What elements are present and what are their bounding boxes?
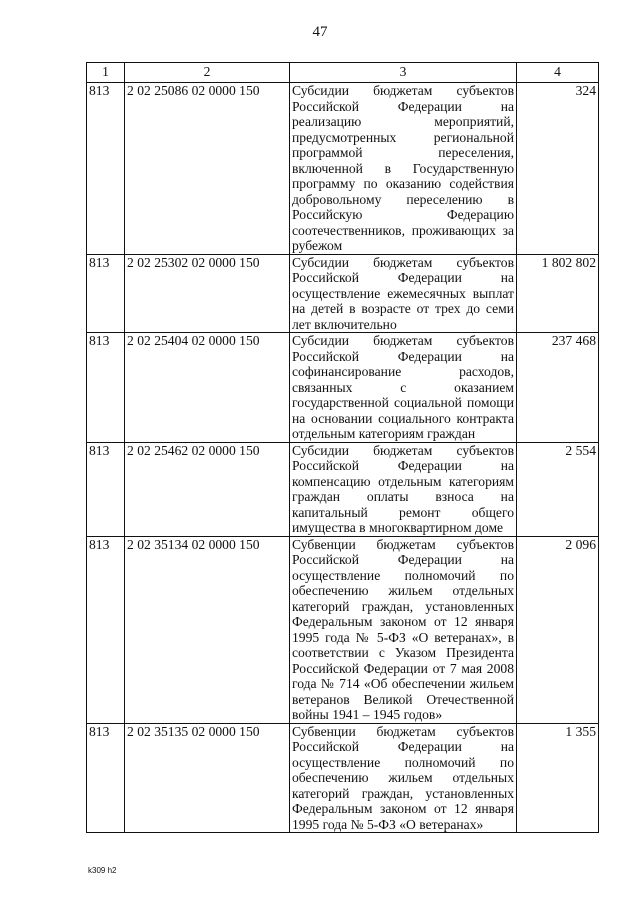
column-header-1: 1 bbox=[87, 63, 125, 83]
page-number: 47 bbox=[312, 24, 328, 40]
amount-cell: 2 096 bbox=[517, 536, 599, 723]
description-cell: Субсидии бюджетам субъектов Российской Федерации на осуществление ежемесячных выплат на детей в возрасте от трех до семи лет включительно bbox=[290, 254, 517, 333]
budget-code-cell: 2 02 25302 02 0000 150 bbox=[125, 254, 290, 333]
budget-code-cell: 2 02 25404 02 0000 150 bbox=[125, 333, 290, 443]
description-cell: Субсидии бюджетам субъектов Российской Федерации на реализацию мероприятий, предусмотренных региональной программой переселения, включенной в Государственную программу по оказанию содействия добровольному переселению в Российскую Федерацию соотечественников, проживающих за рубежом bbox=[290, 83, 517, 255]
budget-code-cell: 2 02 35135 02 0000 150 bbox=[125, 723, 290, 833]
table-row bbox=[87, 333, 599, 443]
amount-cell: 2 554 bbox=[517, 442, 599, 536]
table-row bbox=[87, 254, 599, 333]
amount-cell: 237 468 bbox=[517, 333, 599, 443]
org-code-cell: 813 bbox=[87, 83, 125, 255]
budget-code-cell: 2 02 35134 02 0000 150 bbox=[125, 536, 290, 723]
description-cell: Субсидии бюджетам субъектов Российской Федерации на компенсацию отдельным категориям граждан оплаты взноса на капитальный ремонт общего имущества в многоквартирном доме bbox=[290, 442, 517, 536]
description-cell: Субвенции бюджетам субъектов Российской Федерации на осуществление полномочий по обеспечению жильем отдельных категорий граждан, установленных Федеральным законом от 12 января 1995 года № 5-ФЗ «О ветеранах» bbox=[290, 723, 517, 833]
table-header-row bbox=[87, 63, 599, 83]
description-cell: Субвенции бюджетам субъектов Российской Федерации на осуществление полномочий по обеспечению жильем отдельных категорий граждан, установленных Федеральным законом от 12 января 1995 года № 5-ФЗ «О ветеранах», в соответствии с Указом Президента Российской Федерации от 7 мая 2008 года № 714 «Об обеспечении жильем ветеранов Великой Отечественной войны 1941 – 1945 годов» bbox=[290, 536, 517, 723]
table-row bbox=[87, 442, 599, 536]
table-row bbox=[87, 723, 599, 833]
org-code-cell: 813 bbox=[87, 536, 125, 723]
org-code-cell: 813 bbox=[87, 442, 125, 536]
budget-code-cell: 2 02 25462 02 0000 150 bbox=[125, 442, 290, 536]
org-code-cell: 813 bbox=[87, 723, 125, 833]
budget-table bbox=[86, 62, 599, 833]
amount-cell: 1 802 802 bbox=[517, 254, 599, 333]
document-footer-code: k309 h2 bbox=[88, 866, 117, 875]
column-header-2: 2 bbox=[125, 63, 290, 83]
description-cell: Субсидии бюджетам субъектов Российской Федерации на софинансирование расходов, связанных с оказанием государственной социальной помощи на основании социального контракта отдельным категориям граждан bbox=[290, 333, 517, 443]
org-code-cell: 813 bbox=[87, 254, 125, 333]
budget-code-cell: 2 02 25086 02 0000 150 bbox=[125, 83, 290, 255]
column-header-4: 4 bbox=[517, 63, 599, 83]
table-row bbox=[87, 536, 599, 723]
amount-cell: 324 bbox=[517, 83, 599, 255]
org-code-cell: 813 bbox=[87, 333, 125, 443]
table-row bbox=[87, 83, 599, 255]
column-header-3: 3 bbox=[290, 63, 517, 83]
amount-cell: 1 355 bbox=[517, 723, 599, 833]
